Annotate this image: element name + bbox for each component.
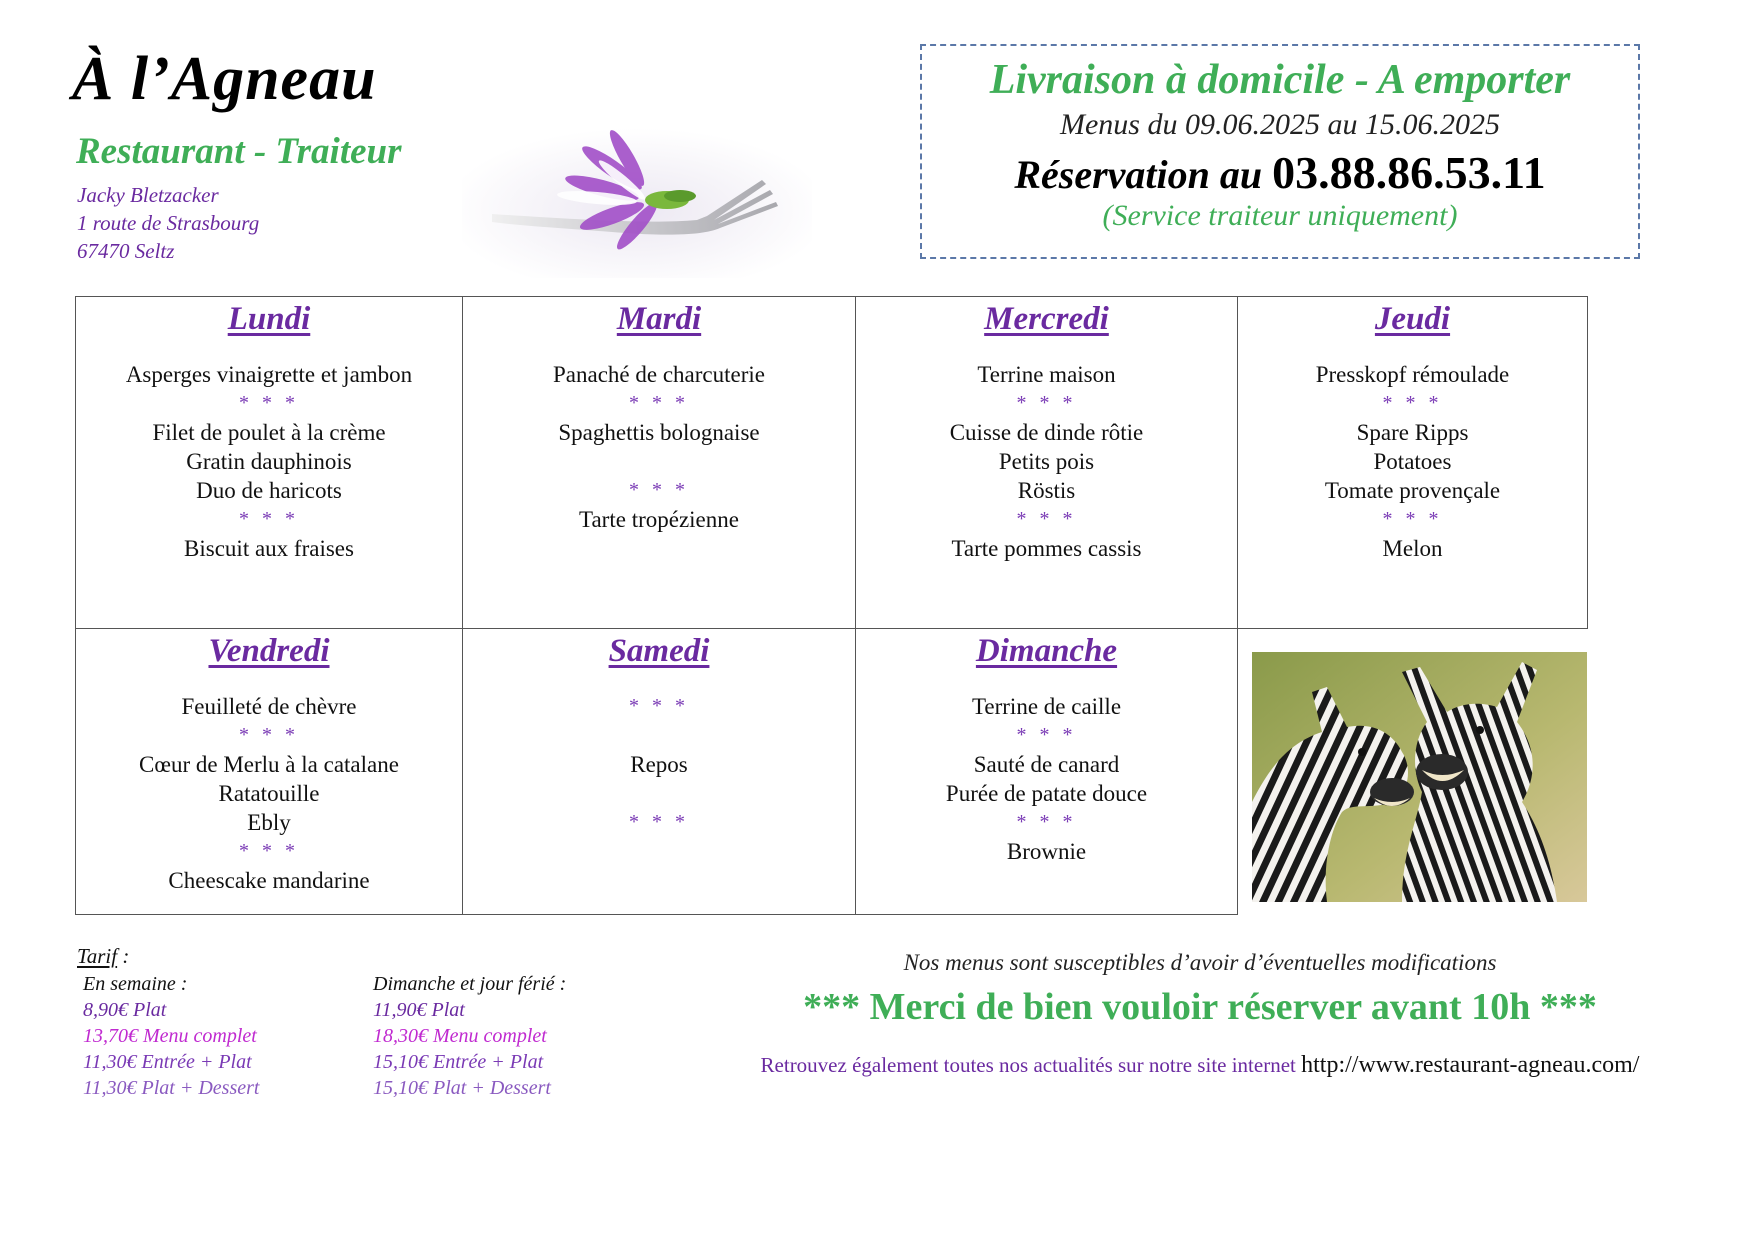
dish-item: Cuisse de dinde rôtie	[949, 420, 1144, 445]
tarif-sunday-entree-plat: 15,10€ Entrée + Plat	[373, 1051, 544, 1073]
course-separator: * * *	[1016, 811, 1077, 833]
course-separator: * * *	[239, 508, 299, 530]
delivery-info-box	[920, 44, 1640, 259]
restaurant-name: À l’Agneau	[72, 45, 377, 113]
dish-item: Petits pois	[998, 449, 1095, 474]
dish-item: Presskopf rémoulade	[1315, 362, 1510, 387]
blank-line	[463, 447, 855, 476]
tarif-label: Tarif	[77, 944, 118, 968]
dish-item: Cœur de Merlu à la catalane	[139, 752, 399, 777]
dish-item: Brownie	[1006, 839, 1087, 864]
course-separator: * * *	[239, 392, 299, 414]
dish-list	[463, 360, 855, 534]
website-text: Retrouvez également toutes nos actualités sur notre site internet	[760, 1053, 1296, 1077]
dish-item: Gratin dauphinois	[186, 449, 352, 474]
tarif-week-menu-complet: 13,70€ Menu complet	[83, 1025, 257, 1047]
tarif-sunday-menu-complet: 18,30€ Menu complet	[373, 1025, 547, 1047]
tarif-sunday-plat-dessert: 15,10€ Plat + Dessert	[373, 1077, 551, 1099]
dish-item: Ebly	[247, 810, 291, 835]
course-separator: * * *	[629, 811, 689, 833]
dish-list	[76, 692, 462, 895]
tarif-sunday-heading: Dimanche et jour férié :	[373, 973, 567, 995]
flower-fork-image	[462, 128, 812, 278]
phone-number: 03.88.86.53.11	[1272, 147, 1546, 198]
dish-item: Purée de patate douce	[945, 781, 1148, 806]
dish-item: Panaché de charcuterie	[553, 362, 765, 387]
course-separator: * * *	[239, 840, 299, 862]
dish-item: Röstis	[1017, 478, 1076, 503]
course-separator: * * *	[239, 724, 299, 746]
website-link[interactable]: http://www.restaurant-agneau.com/	[1301, 1052, 1640, 1078]
course-separator: * * *	[1016, 392, 1077, 414]
dish-item: Biscuit aux fraises	[184, 536, 354, 561]
address-line-street: 1 route de Strasbourg	[77, 211, 260, 235]
course-separator: * * *	[629, 392, 689, 414]
course-separator: * * *	[1016, 508, 1077, 530]
day-cell-vendredi	[75, 628, 463, 915]
blank-line	[463, 779, 855, 808]
day-cell-jeudi	[1237, 296, 1588, 629]
dish-item: Potatoes	[1373, 449, 1452, 474]
course-separator: * * *	[1382, 392, 1443, 414]
tarif-title	[77, 944, 129, 969]
day-name: Mardi	[616, 301, 702, 337]
tarif-sunday-plat: 11,90€ Plat	[373, 999, 465, 1021]
dish-item: Terrine de caille	[971, 694, 1122, 719]
blank-line	[463, 721, 855, 750]
address-line-city: 67470 Seltz	[77, 239, 175, 263]
dish-item: Duo de haricots	[196, 478, 342, 503]
dish-list	[856, 692, 1237, 866]
tarif-week-heading: En semaine :	[83, 973, 188, 995]
dish-item: Tomate provençale	[1324, 478, 1501, 503]
dish-item: Tarte pommes cassis	[951, 536, 1142, 561]
course-separator: * * *	[629, 695, 689, 717]
dish-item: Spaghettis bolognaise	[558, 420, 760, 445]
delivery-heading: Livraison à domicile - A emporter	[989, 57, 1571, 103]
course-separator: * * *	[1016, 724, 1077, 746]
day-cell-samedi	[462, 628, 856, 915]
website-line	[700, 1052, 1700, 1079]
tarif-week-plat-dessert: 11,30€ Plat + Dessert	[83, 1077, 260, 1099]
day-cell-dimanche	[855, 628, 1238, 915]
dish-list	[1238, 360, 1587, 563]
dish-item: Ratatouille	[218, 781, 320, 806]
course-separator: * * *	[629, 479, 689, 501]
day-name: Dimanche	[975, 633, 1118, 669]
tarif-week-column	[83, 973, 259, 1100]
modification-note: Nos menus sont susceptibles d’avoir d’éventuelles modifications	[903, 950, 1497, 975]
day-name: Mercredi	[984, 301, 1109, 337]
dish-item: Repos	[630, 752, 688, 777]
tarif-colon: :	[117, 944, 130, 968]
dish-item: Terrine maison	[977, 362, 1116, 387]
day-name: Lundi	[227, 301, 311, 337]
day-cell-lundi	[75, 296, 463, 629]
course-separator: * * *	[1382, 508, 1443, 530]
tarif-week-entree-plat: 11,30€ Entrée + Plat	[83, 1051, 252, 1073]
reservation-line	[922, 146, 1638, 199]
catering-only-note: (Service traiteur uniquement)	[1102, 199, 1458, 232]
dish-item: Tarte tropézienne	[579, 507, 739, 532]
reservation-deadline: *** Merci de bien vouloir réserver avant 10h ***	[803, 986, 1597, 1028]
day-name: Samedi	[608, 633, 710, 669]
address-line-owner: Jacky Bletzacker	[77, 183, 219, 207]
day-name: Jeudi	[1374, 301, 1451, 337]
tarif-week-plat: 8,90€ Plat	[83, 999, 167, 1021]
tarif-sunday-column	[373, 973, 566, 1100]
dish-item: Sauté de canard	[973, 752, 1120, 777]
dish-list	[76, 360, 462, 563]
menu-dates: Menus du 09.06.2025 au 15.06.2025	[1060, 108, 1500, 141]
dish-item: Feuilleté de chèvre	[181, 694, 357, 719]
dish-list	[856, 360, 1237, 563]
dish-item: Filet de poulet à la crème	[152, 420, 386, 445]
dish-item: Spare Ripps	[1356, 420, 1469, 445]
zebras-photo	[1252, 652, 1587, 902]
dish-item: Asperges vinaigrette et jambon	[125, 362, 413, 387]
dish-item: Melon	[1382, 536, 1443, 561]
dish-item: Cheescake mandarine	[168, 868, 370, 893]
day-cell-mercredi	[855, 296, 1238, 629]
day-cell-mardi	[462, 296, 856, 629]
reservation-label: Réservation au	[1014, 152, 1263, 197]
day-name: Vendredi	[208, 633, 330, 669]
restaurant-subtitle: Restaurant - Traiteur	[76, 131, 402, 172]
dish-list	[463, 692, 855, 837]
